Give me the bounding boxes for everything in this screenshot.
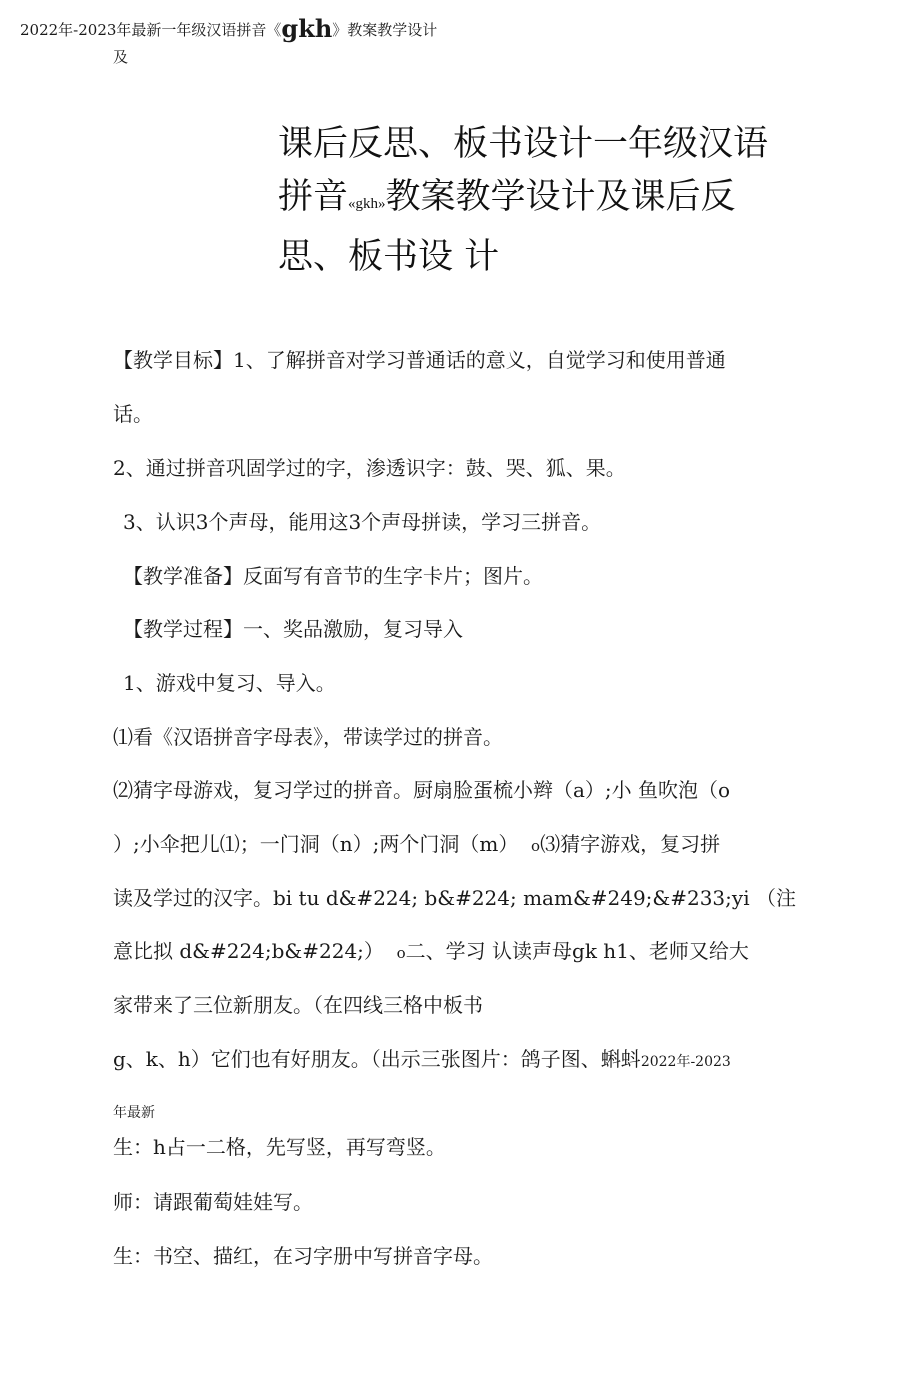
- body-line-14: [113, 1045, 731, 1076]
- body-line-10c: ⑶猜字游戏，复习拼: [540, 832, 721, 856]
- body-line-12b: o: [396, 944, 406, 962]
- body-line-10: [113, 830, 720, 860]
- title-line-2c: 教案教学设计及课后反: [385, 177, 736, 217]
- body-line-5: 【教学准备】反面写有音节的生字卡片；图片。: [123, 564, 543, 588]
- title-line-2: [278, 171, 838, 231]
- body-line-10a: ）;小伞把儿⑴；一门洞（n）;两个门洞（m）: [113, 832, 519, 856]
- body-line-12: [113, 937, 749, 967]
- body-line-13: 家带来了三位新朋友。（在四线三格中板书: [113, 993, 483, 1017]
- body-line-18: 生：书空、描红，在习字册中写拼音字母。: [113, 1244, 493, 1268]
- body-line-14a: g、k、h）它们也有好朋友。（出示三张图片：鸽子图、蝌蚪: [113, 1047, 641, 1071]
- running-header: [20, 14, 438, 43]
- document-title: [278, 118, 838, 284]
- body-line-14b: 2022年-2023: [640, 1054, 731, 1070]
- header-suffix: 》教案教学设计: [332, 21, 438, 39]
- title-line-3: 思、板书设 计: [278, 237, 500, 277]
- title-line-1: 课后反思、板书设计一年级汉语: [278, 124, 769, 164]
- body-line-16: 生：h占一二格，先写竖，再写弯竖。: [113, 1135, 446, 1159]
- body-line-6: 【教学过程】一、奖品激励，复习导入: [123, 617, 463, 641]
- body-line-2: 话。: [113, 402, 153, 426]
- title-line-2a: 拼音: [278, 177, 349, 217]
- body-line-3: 2、通过拼音巩固学过的字，渗透识字：鼓、哭、狐、果。: [113, 456, 626, 480]
- body-line-1: 【教学目标】1、了解拼音对学习普通话的意义，自觉学习和使用普通: [113, 348, 726, 372]
- body-line-10b: o: [531, 837, 541, 855]
- header-line2: 及: [113, 48, 129, 66]
- body-line-4: 3、认识3个声母，能用这3个声母拼读，学习三拼音。: [123, 510, 602, 534]
- body-line-17: 师：请跟葡萄娃娃写。: [113, 1190, 313, 1214]
- title-line-2b: «gkh»: [348, 196, 386, 212]
- body-line-9: ⑵猜字母游戏，复习学过的拼音。厨扇脸蛋梳小辫（a）;小 鱼吹泡（o: [113, 778, 731, 802]
- body-line-15: 年最新: [113, 1105, 155, 1121]
- header-prefix: 2022年-2023年最新一年级汉语拼音《: [20, 21, 282, 39]
- body-line-11: 读及学过的汉字。bi tu d&#224; b&#224; mam&#249;&#233;yi （注: [113, 886, 796, 910]
- body-line-7: 1、游戏中复习、导入。: [123, 671, 336, 695]
- header-big-letters: gkh: [281, 14, 333, 43]
- body-line-12c: 二、学习 认读声母gk h1、老师又给大: [405, 939, 749, 963]
- body-line-8: ⑴看《汉语拼音字母表》，带读学过的拼音。: [113, 725, 503, 749]
- body-line-12a: 意比拟 d&#224;b&#224;）: [113, 939, 384, 963]
